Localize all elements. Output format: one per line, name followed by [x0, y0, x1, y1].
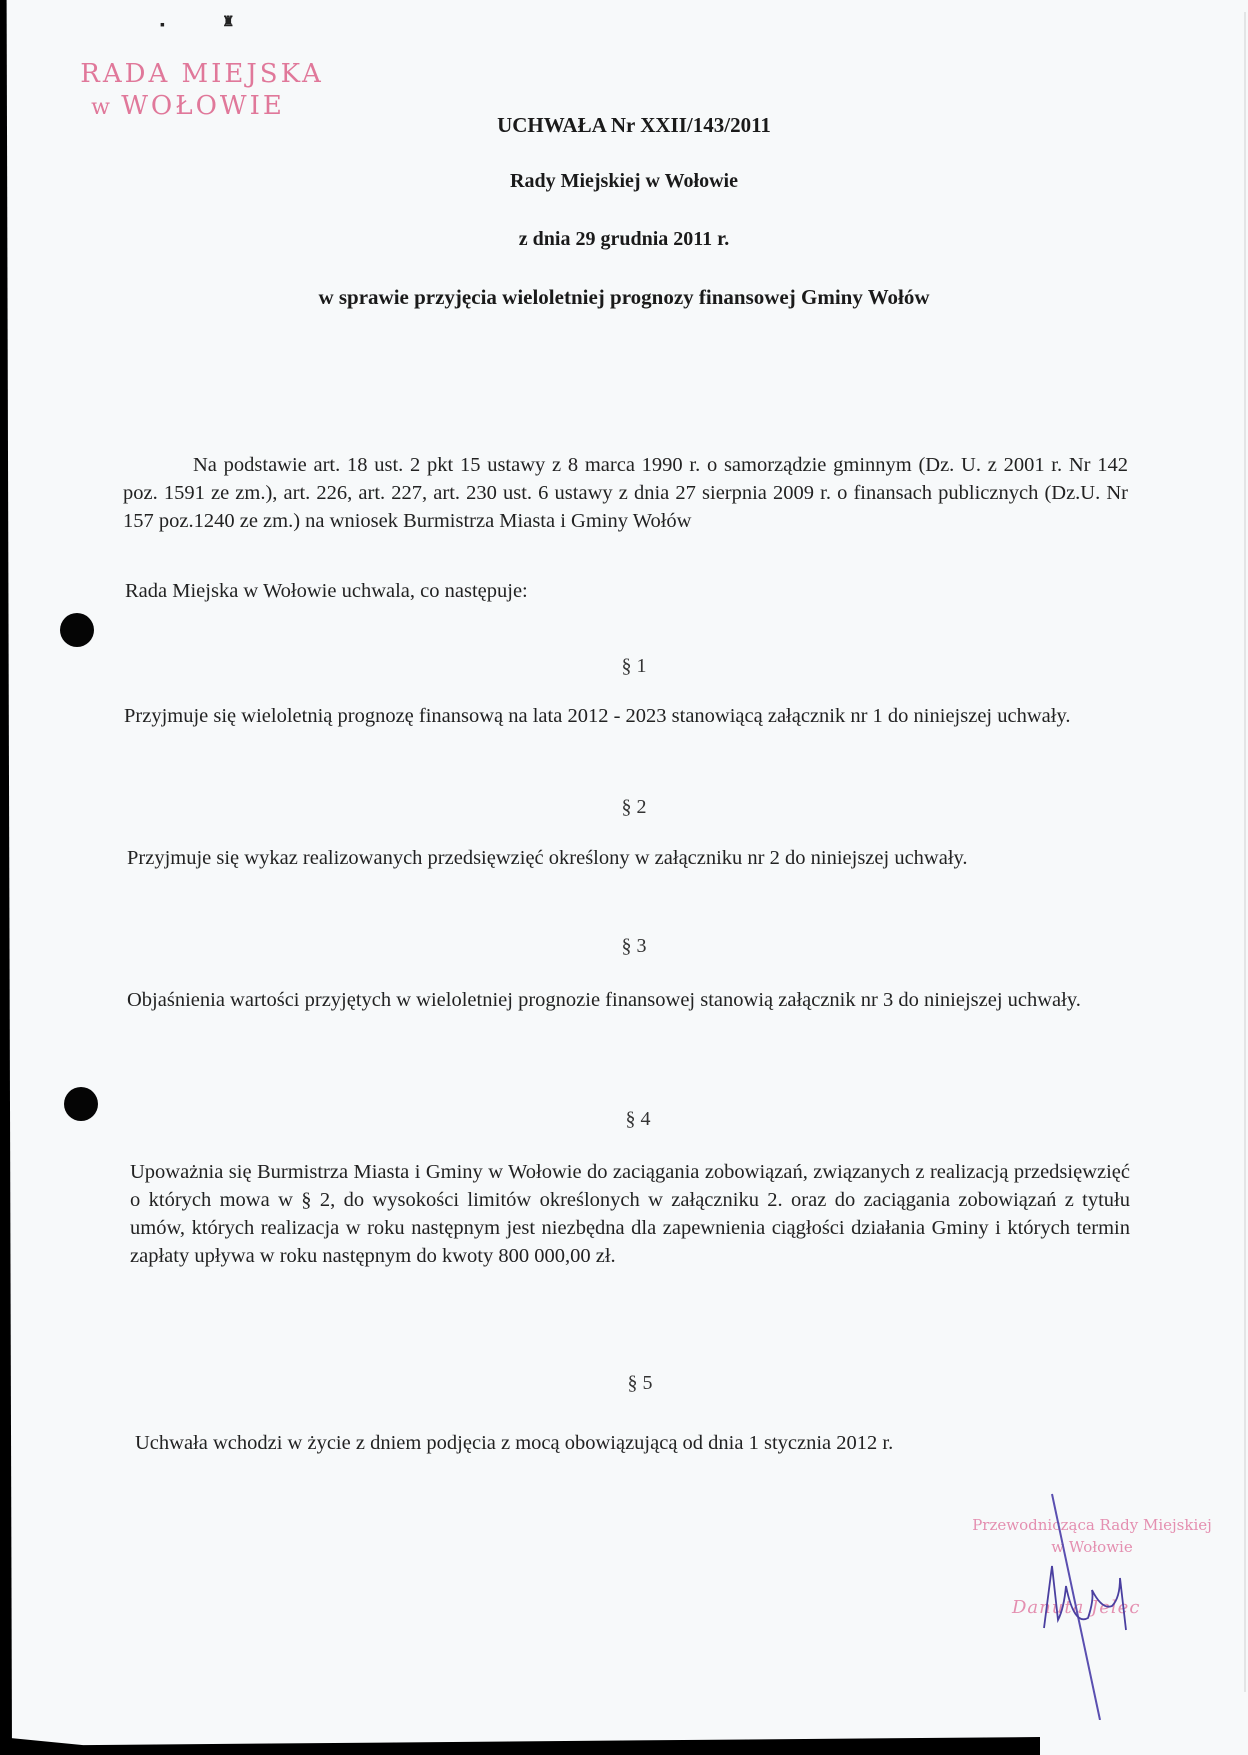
signature-block [940, 1500, 1240, 1700]
chairperson-name: Danuta Jelec [1012, 1597, 1141, 1618]
section-text-5: Uchwała wchodzi w życie z dniem podjęcia z mocą obowiązującą od dnia 1 stycznia 2012 r. [135, 1432, 894, 1454]
resolution-issuer: Rady Miejskiej w Wołowie [510, 170, 738, 192]
section-text-2: Przyjmuje się wykaz realizowanych przedsięwzięć określony w załączniku nr 2 do niniejszej uchwały. [127, 847, 968, 869]
council-stamp-line1: RADA MIEJSKA [80, 59, 324, 89]
scan-edge-left [0, 0, 12, 1755]
section-text-4: Upoważnia się Burmistrza Miasta i Gminy w Wołowie do zaciągania zobowiązań, związanych z realizacją przedsięwzięć o których mowa w § 2, do wysokości limitów określonych w załączniku 2. oraz do zaciągania zobowiązań z tytułu umów, których realizacja w roku następnym jest niezbędna dla zapewnienia ciągłości działania Gminy i których termin zapłaty upływa w roku następnym do kwoty 800 000,00 zł. [130, 1161, 1130, 1267]
signature-stroke-long [1052, 1494, 1100, 1720]
signature-stroke-loops [1044, 1566, 1126, 1630]
section-mark-5: § 5 [627, 1372, 653, 1394]
preamble [123, 451, 1128, 535]
chairperson-city: w Wołowie [1051, 1538, 1133, 1556]
section-mark-4: § 4 [625, 1108, 651, 1130]
council-stamp-city: WOŁOWIE [121, 91, 285, 121]
scan-edge-bottom [0, 1737, 1040, 1755]
resolution-title: UCHWAŁA Nr XXII/143/2011 [497, 113, 771, 137]
section-text-1: Przyjmuje się wieloletnią prognozę finansową na lata 2012 - 2023 stanowiącą załącznik nr 1 do niniejszej uchwały. [124, 705, 1071, 727]
chairperson-title: Przewodnicząca Rady Miejskiej [972, 1516, 1212, 1534]
preamble-text: Na podstawie art. 18 ust. 2 pkt 15 ustawy z 8 marca 1990 r. o samorządzie gminnym (Dz. U. z 2001 r. Nr 142 poz. 1591 ze zm.), art. 226, art. 227, art. 230 ust. 6 ustawy z dnia 27 sierpnia 2009 r. o finansach publicznych (Dz.U. Nr 157 poz.1240 ze zm.) na wniosek Burmistrza Miasta i Gminy Wołów [123, 454, 1128, 532]
scan-edge-right [1244, 12, 1246, 1692]
resolution-subject: w sprawie przyjęcia wieloletniej prognozy finansowej Gminy Wołów [318, 285, 930, 309]
section-mark-1: § 1 [621, 655, 647, 677]
scan-marks [160, 15, 235, 34]
enacting-clause: Rada Miejska w Wołowie uchwala, co następuje: [125, 580, 528, 602]
handwritten-signature [940, 1480, 1240, 1720]
council-stamp-prefix: w [91, 95, 110, 120]
scan-mark: ♜ [222, 15, 235, 30]
resolution-date: z dnia 29 grudnia 2011 r. [518, 228, 730, 250]
section-text-3: Objaśnienia wartości przyjętych w wieloletniej prognozie finansowej stanowią załącznik nr 3 do niniejszej uchwały. [127, 989, 1081, 1011]
section-mark-2: § 2 [621, 796, 647, 818]
section-mark-3: § 3 [621, 935, 647, 957]
punch-hole-top [60, 613, 94, 647]
scan-mark: ▪ [160, 18, 165, 33]
